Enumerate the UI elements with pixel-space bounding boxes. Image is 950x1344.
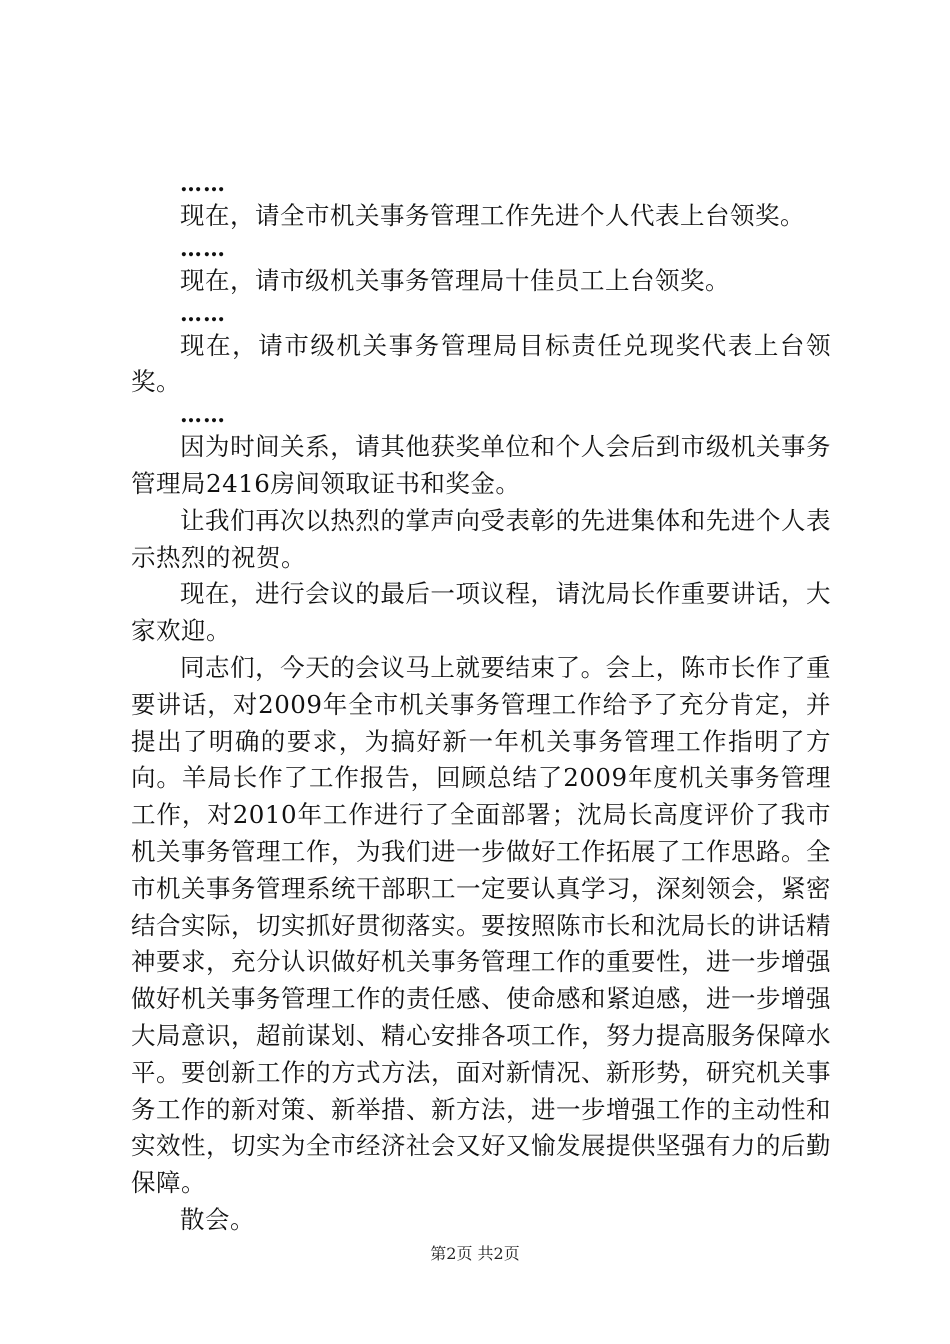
paragraph: 现在，请全市机关事务管理工作先进个人代表上台领奖。 [180,201,805,230]
paragraph: 让我们再次以热烈的掌声向受表彰的先进集体和先进个人表示热烈的祝贺。 [131,505,831,572]
paragraph: 因为时间关系，请其他获奖单位和个人会后到市级机关事务管理局2416房间领取证书和奖金。 [131,432,831,498]
paragraph: 同志们，今天的会议马上就要结束了。会上，陈市长作了重要讲话，对2009年全市机关事务管理工作给予了充分肯定，并提出了明确的要求，为搞好新一年机关事务管理工作指明了方向。羊局长作了工作报告，回顾总结了2009年度机关事务管理工作，对2010年工作进行了全面部署；沈局长高度评价了我市机关事务管理工作，为我们进一步做好工作拓展了工作思路。全市机关事务管理系统干部职工一定要认真学习，深刻领会，紧密结合实际，切实抓好贯彻落实。要按照陈市长和沈局长的讲话精神要求，充分认识做好机关事务管理工作的重要性，进一步增强做好机关事务管理工作的责任感、使命感和紧迫感，进一步增强大局意识，超前谋划、精心安排各项工作，努力提高服务保障水平。要创新工作的方式方法，面对新情况、新形势，研究机关事务工作的新对策、新举措、新方法，进一步增强工作的主动性和实效性，切实为全市经济社会又好又愉发展提供坚强有力的后勤保障。 [131,652,831,1198]
paragraph: 散会。 [180,1204,255,1234]
ellipsis-marker: …… [180,300,226,327]
ellipsis-marker: …… [180,235,226,262]
paragraph: 现在，进行会议的最后一项议程，请沈局长作重要讲话，大家欢迎。 [131,579,831,646]
ellipsis-marker: …… [180,171,226,197]
page-number-footer: 第2页 共2页 [430,1244,520,1263]
paragraph: 现在，请市级机关事务管理局目标责任兑现奖代表上台领奖。 [131,330,831,397]
paragraph: 现在，请市级机关事务管理局十佳员工上台领奖。 [180,265,730,295]
document-body [131,170,831,1239]
ellipsis-marker: …… [180,402,226,429]
